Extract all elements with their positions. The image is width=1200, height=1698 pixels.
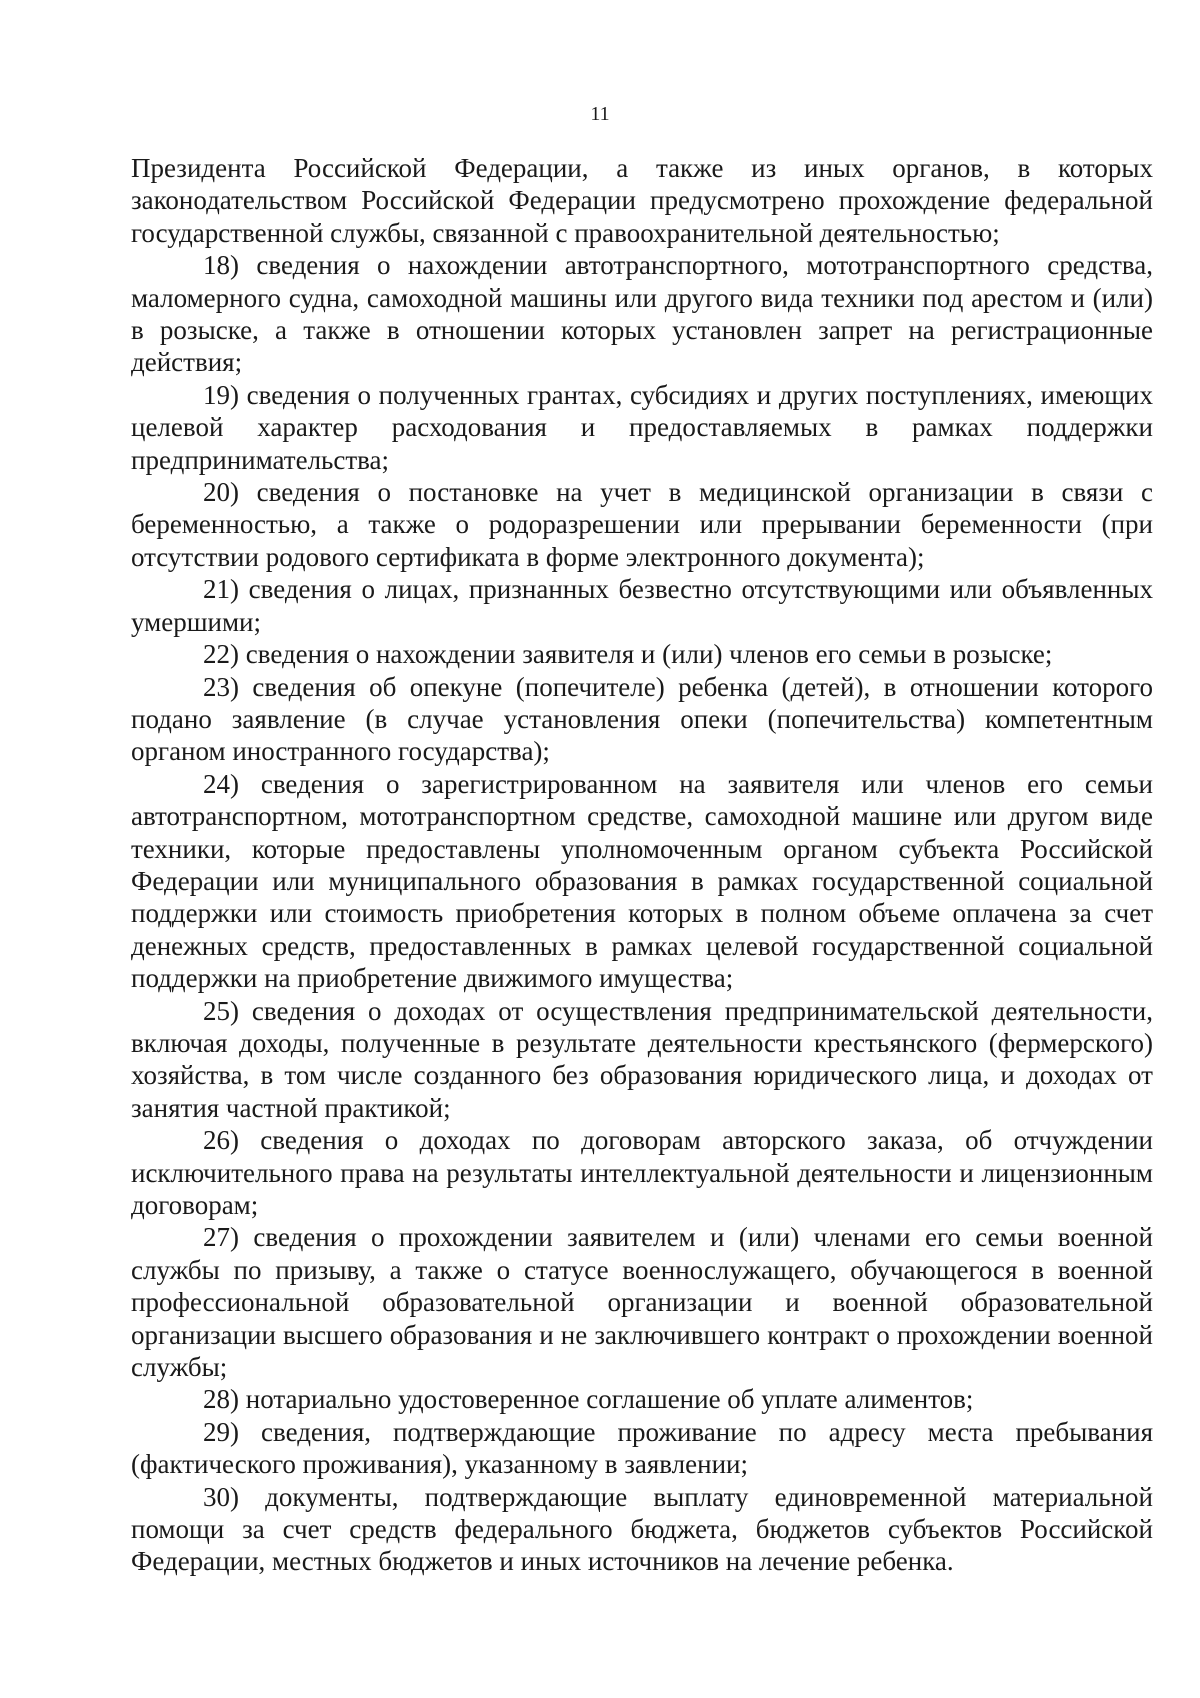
list-item-29: 29) сведения, подтверждающие проживание по адресу места пребывания (фактического проживания), указанному в заявлении; [131, 1416, 1153, 1480]
list-item-23: 23) сведения об опекуне (попечителе) ребенка (детей), в отношении которого подано заявление (в случае установления опеки (попечительства) компетентным органом иностранного государства); [131, 671, 1153, 767]
list-item-24: 24) сведения о зарегистрированном на заявителя или членов его семьи автотранспортном, мототранспортном средстве, самоходной машине или другом виде техники, которые предоставлены уполномоченным органом субъекта Российской Федерации или муниципального образования в рамках государственной социальной поддержки или стоимость приобретения которых в полном объеме оплачена за счет денежных средств, предоставленных в рамках целевой государственной социальной поддержки на приобретение движимого имущества; [131, 768, 1153, 994]
list-item-18: 18) сведения о нахождении автотранспортного, мототранспортного средства, маломерного судна, самоходной машины или другого вида техники под арестом и (или) в розыске, а также в отношении которых установлен запрет на регистрационные действия; [131, 250, 1153, 378]
list-item-22: 22) сведения о нахождении заявителя и (или) членов его семьи в розыске; [203, 639, 1053, 670]
list-item-28: 28) нотариально удостоверенное соглашение об уплате алиментов; [203, 1384, 974, 1415]
list-item-25: 25) сведения о доходах от осуществления предпринимательской деятельности, включая доходы, полученные в результате деятельности крестьянского (фермерского) хозяйства, в том числе созданного без образования юридического лица, и доходах от занятия частной практикой; [131, 995, 1153, 1123]
list-item-26: 26) сведения о доходах по договорам авторского заказа, об отчуждении исключительного права на результаты интеллектуальной деятельности и лицензионным договорам; [131, 1125, 1153, 1220]
list-item-27: 27) сведения о прохождении заявителем и (или) членами его семьи военной службы по призыву, а также о статусе военнослужащего, обучающегося в военной профессиональной образовательной организации и военной образовательной организации высшего образования и не заключившего контракт о прохождении военной службы; [131, 1222, 1153, 1383]
list-item-30: 30) документы, подтверждающие выплату единовременной материальной помощи за счет средств федерального бюджета, бюджетов субъектов Российской Федерации, местных бюджетов и иных источников на лечение ребенка. [131, 1481, 1153, 1577]
document-body [131, 152, 1153, 1578]
list-item-20: 20) сведения о постановке на учет в медицинской организации в связи с беременностью, а также о родоразрешении или прерывании беременности (при отсутствии родового сертификата в форме электронного документа); [131, 477, 1153, 572]
list-item-21: 21) сведения о лицах, признанных безвестно отсутствующими или объявленных умершими; [131, 574, 1153, 637]
page-number: 11 [590, 103, 610, 125]
paragraph-continuation: Президента Российской Федерации, а также из иных органов, в которых законодательством Российской Федерации предусмотрено прохождение федеральной государственной службы, связанной с правоохранительной деятельностью; [131, 153, 1153, 248]
list-item-19: 19) сведения о полученных грантах, субсидиях и других поступлениях, имеющих целевой характер расходования и предоставляемых в рамках поддержки предпринимательства; [131, 379, 1153, 475]
